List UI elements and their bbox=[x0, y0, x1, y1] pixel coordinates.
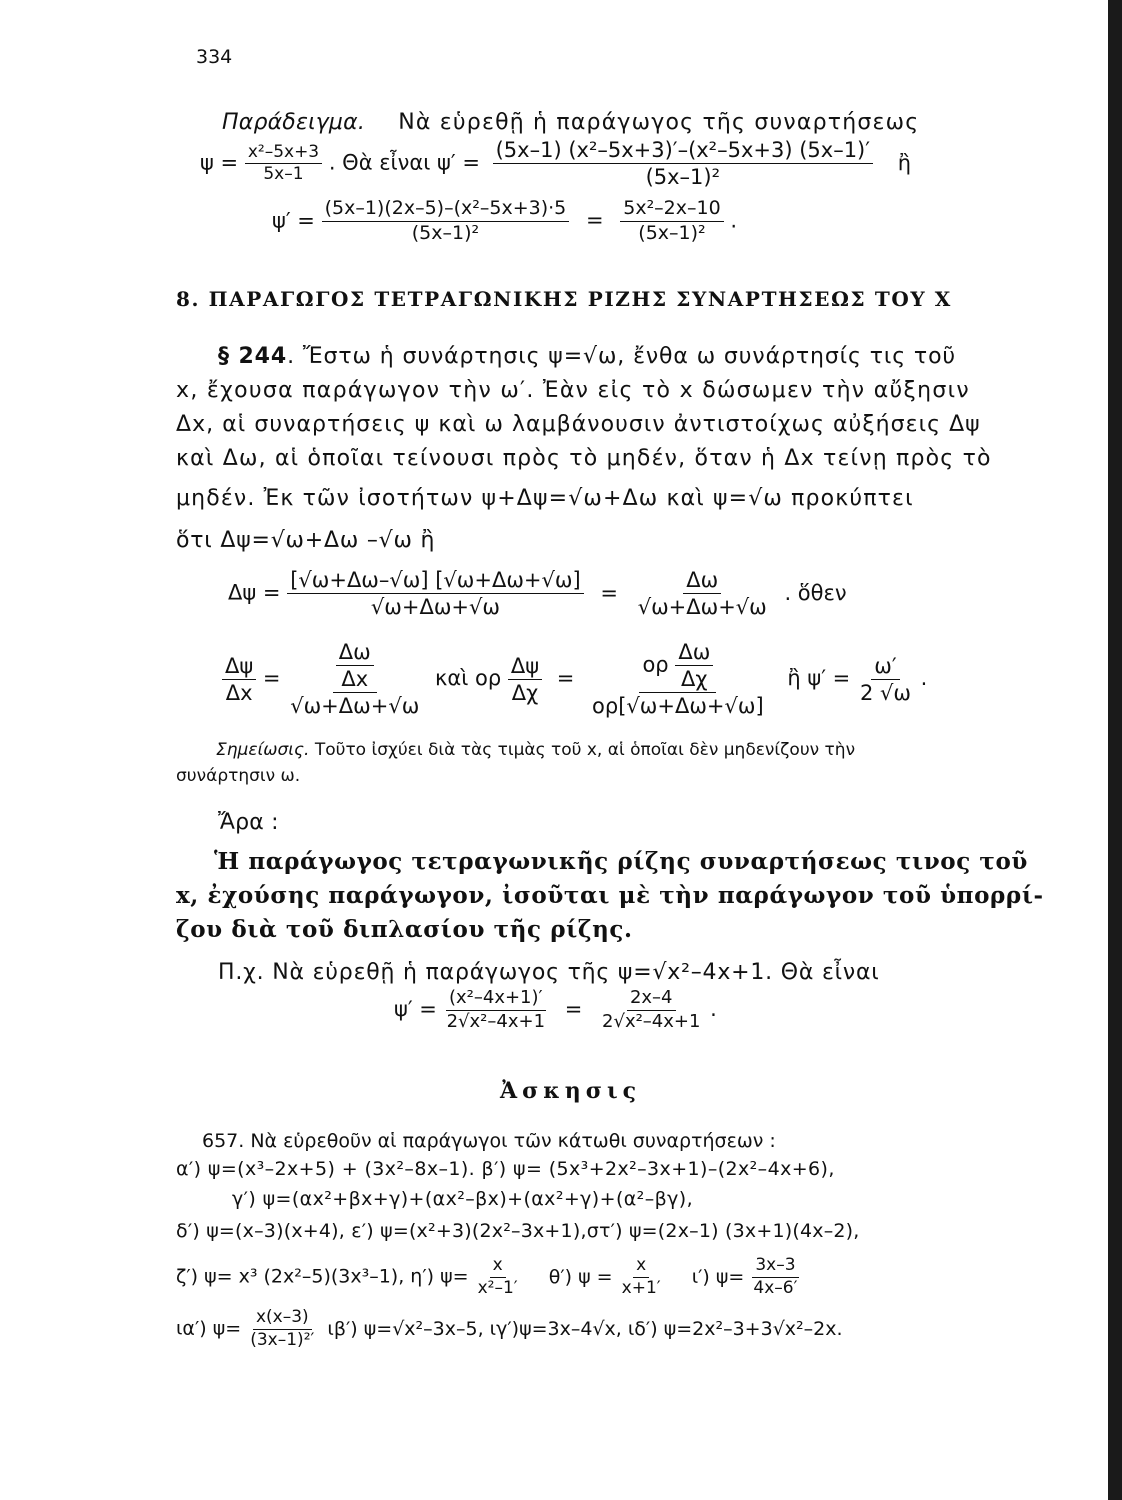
paragraph-number: § 244 bbox=[218, 344, 288, 369]
conclusion-ara: Ἄρα : bbox=[218, 810, 279, 835]
exercises-intro: 657. Νὰ εὑρεθοῦν αἱ παράγωγοι τῶν κάτωθι συναρτήσεων : bbox=[202, 1130, 776, 1152]
note-line-1: Σημείωσις. Τοῦτο ἰσχύει διὰ τὰς τιμὰς τοῦ x, αἱ ὁποῖαι δὲν μηδενίζουν τὴν bbox=[216, 740, 856, 760]
example-text: Νὰ εὑρεθῇ ἡ παράγωγος τῆς συναρτήσεως bbox=[398, 110, 920, 135]
theorem-line-3: ζου διὰ τοῦ διπλασίου τῆς ρίζης. bbox=[176, 916, 633, 943]
example-label: Παράδειγμα. bbox=[222, 110, 366, 135]
note-line-2: συνάρτησιν ω. bbox=[176, 766, 301, 786]
theorem-line-2: x, ἐχούσης παράγωγον, ἰσοῦται μὲ τὴν παράγωγον τοῦ ὑπορρί- bbox=[176, 882, 1044, 909]
derivation-line-2: $\frac{\Delta\psi}{\Delta x}$ = $\frac{\frac{\Delta\omega}{\Delta x}}{√\omega+\Delta\omega+√\omega}$ καὶ ορ $\frac{\Delta\psi}{\Delta\chi}$ = ορ $\frac{\Delta\omega}{\Delta\chi}$ ορ[√ω+Δω+√ω] ἢ ψ′ = $\frac{\omega'}{2 √\omega}$ . bbox=[222, 640, 927, 718]
section-line-4: καὶ Δω, αἱ ὁποῖαι τείνουσι πρὸς τὸ μηδέν, ὅταν ἡ Δx τείνῃ πρὸς τὸ bbox=[176, 446, 992, 471]
exercise-row-4: ζ′) ψ= x³ (2x²–5)(3x³–1), η′) ψ= $\frac{x}{\text{x²–1′}}$ θ′) ψ = $\frac{x}{x+1'}$ ι′) ψ= $\frac{3x-3}{4x-6'}$ bbox=[176, 1255, 798, 1298]
section-line-5: μηδέν. Ἐκ τῶν ἰσοτήτων ψ+Δψ=√ω+Δω καὶ ψ=√ω προκύπτει bbox=[176, 486, 914, 511]
example-line-1 bbox=[222, 110, 919, 135]
page-edge-shadow bbox=[1108, 0, 1122, 1500]
section-line-3: Δx, αἱ συναρτήσεις ψ καὶ ω λαμβάνουσιν ἀντιστοίχως αὐξήσεις Δψ bbox=[176, 412, 981, 437]
section-line-1: § 244. Ἔστω ἡ συνάρτησις ψ=√ω, ἔνθα ω συνάρτησίς τις τοῦ bbox=[218, 344, 957, 369]
section-line-2: x, ἔχουσα παράγωγον τὴν ω′. Ἐὰν εἰς τὸ x δώσωμεν τὴν αὔξησιν bbox=[176, 378, 970, 403]
theorem-line-1: Ἡ παράγωγος τετραγωνικῆς ρίζης συναρτήσεως τινος τοῦ bbox=[214, 848, 1028, 875]
example-equation-2: ψ′ = $\frac{\text{(5x–1)(2x–5)–(x²–5x+3)·5}}{\text{(5x–1)²}}$ = $\frac{\text{5x²–2x–10}}{\text{(5x–1)²}}$ . bbox=[272, 197, 738, 244]
exercise-row-1: α′) ψ=(x³–2x+5) + (3x²–8x–1). β′) ψ= (5x³+2x²–3x+1)–(2x²–4x+6), bbox=[176, 1158, 835, 1180]
exercise-row-2: γ′) ψ=(αx²+βx+γ)+(αx²–βx)+(αx²+γ)+(α²–βγ), bbox=[232, 1188, 694, 1210]
derivation-line-1: Δψ = $\frac{[√\omega+\Delta\omega-√\omega] [√\omega+\Delta\omega+√\omega]}{√\omega+\Delta\omega+√\omega}$ = $\frac{\Delta\omega}{√\omega+\Delta\omega+√\omega}$ . ὅθεν bbox=[228, 568, 847, 620]
section-heading: 8. ΠΑΡΑΓΩΓΟΣ ΤΕΤΡΑΓΩΝΙΚΗΣ ΡΙΖΗΣ ΣΥΝΑΡΤΗΣΕΩΣ ΤΟΥ Χ bbox=[176, 287, 952, 311]
page-number: 334 bbox=[196, 46, 233, 68]
exercise-row-3: δ′) ψ=(x–3)(x+4), ε′) ψ=(x²+3)(2x²–3x+1),στ′) ψ=(2x–1) (3x+1)(4x–2), bbox=[176, 1220, 860, 1242]
example2-line-1: Π.χ. Νὰ εὑρεθῇ ἡ παράγωγος τῆς ψ=√x²–4x+1. Θὰ εἶναι bbox=[218, 960, 880, 985]
example2-equation: ψ′ = $\frac{\text{(x²–4x+1)′}}{\text{2√x²–4x+1}}$ = $\frac{2x-4}{\text{2√x²–4x+1}}$ . bbox=[394, 987, 717, 1032]
example-equation-1: ψ = $\frac{\text{x²–5x+3}}{5x-1}$ . Θὰ εἶναι ψ′ = $\frac{\text{(5x–1) (x²–5x+3)′–(x²–5x+3) (5x–1)′}}{\text{(5x–1)²}}$ ἢ bbox=[200, 138, 912, 190]
section-line-6: ὅτι Δψ=√ω+Δω –√ω ἢ bbox=[176, 528, 436, 553]
psi-lhs: ψ = bbox=[200, 150, 239, 175]
exercises-title: Ἀσκησις bbox=[500, 1078, 642, 1104]
function-fraction: $\frac{\text{x²–5x+3}}{5x-1}$ bbox=[245, 143, 322, 185]
derivative-fraction: $\frac{\text{(5x–1) (x²–5x+3)′–(x²–5x+3) (5x–1)′}}{\text{(5x–1)²}}$ bbox=[493, 138, 873, 189]
note-label: Σημείωσις. bbox=[216, 740, 310, 760]
exercise-row-5: ια′) ψ= $\frac{x(x-3)}{\text{(3x–1)²′}}$ ιβ′) ψ=√x²–3x–5, ιγ′)ψ=3x–4√x, ιδ′) ψ=2x²–3+3√x²–2x. bbox=[176, 1307, 843, 1350]
